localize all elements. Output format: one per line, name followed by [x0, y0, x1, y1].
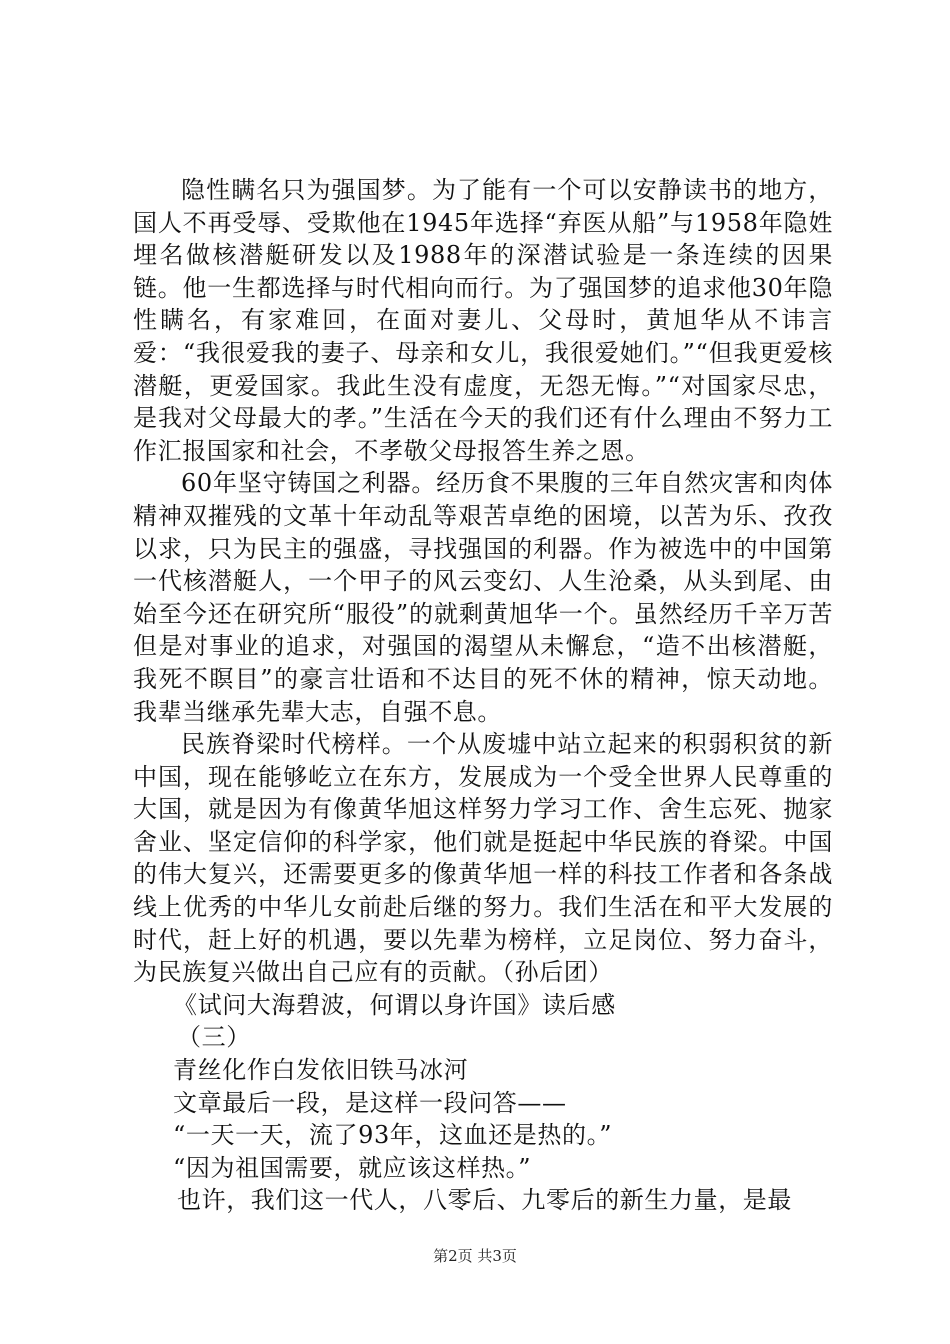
paragraph-3: 民族脊梁时代榜样。一个从废墟中站立起来的积弱积贫的新中国，现在能够屹立在东方，发展成为一个受全世界人民尊重的大国，就是因为有像黄华旭这样努力学习工作、舍生忘死、抛家舍业、坚定信仰的科学家，他们就是挺起中华民族的脊梁。中国的伟大复兴，还需要更多的像黄华旭一样的科技工作者和各条战线上优秀的中华儿女前赴后继的努力。我们生活在和平大发展的时代，赶上好的机遇，要以先辈为榜样，立足岗位、努力奋斗，为民族复兴做出自己应有的贡献。（孙后团）	[133, 730, 833, 987]
intro-line: 文章最后一段，是这样一段问答——	[173, 1088, 567, 1117]
page-number-footer: 第2页 共3页	[433, 1247, 517, 1265]
quote-2: “因为祖国需要，就应该这样热。”	[173, 1153, 532, 1182]
last-paragraph: 也许，我们这一代人，八零后、九零后的新生力量，是最	[177, 1186, 792, 1215]
paragraph-2: 60年坚守铸国之利器。经历食不果腹的三年自然灾害和肉体精神双摧残的文革十年动乱等艰苦卓绝的困境，以苦为乐、孜孜以求，只为民主的强盛，寻找强国的利器。作为被选中的中国第一代核潜艇人，一个甲子的风云变幻、人生沧桑，从头到尾、由始至今还在研究所“服役”的就剩黄旭华一个。虽然经历千辛万苦但是对事业的追求，对强国的渴望从未懈怠，“造不出核潜艇，我死不瞑目”的豪言壮语和不达目的死不休的精神，惊天动地。我辈当继承先辈大志，自强不息。	[133, 469, 833, 726]
document-body	[133, 174, 833, 1217]
section-number: （三）	[177, 1023, 251, 1052]
quote-1: “一天一天，流了93年，这血还是热的。”	[173, 1121, 613, 1150]
subtitle: 青丝化作白发依旧铁马冰河	[173, 1056, 469, 1085]
paragraph-1: 隐性瞒名只为强国梦。为了能有一个可以安静读书的地方，国人不再受辱、受欺他在1945年选择“弃医从船”与1958年隐姓埋名做核潜艇研发以及1988年的深潜试验是一条连续的因果链。他一生都选择与时代相向而行。为了强国梦的追求他30年隐性瞒名，有家难回，在面对妻儿、父母时，黄旭华从不讳言爱：“我很爱我的妻子、母亲和女儿，我很爱她们。”“但我更爱核潜艇，更爱国家。我此生没有虚度，无怨无悔。”“对国家尽忠，是我对父母最大的孝。”生活在今天的我们还有什么理由不努力工作汇报国家和社会，不孝敬父母报答生养之恩。	[133, 176, 833, 465]
section-title: 《试问大海碧波，何谓以身许国》读后感	[173, 990, 616, 1019]
